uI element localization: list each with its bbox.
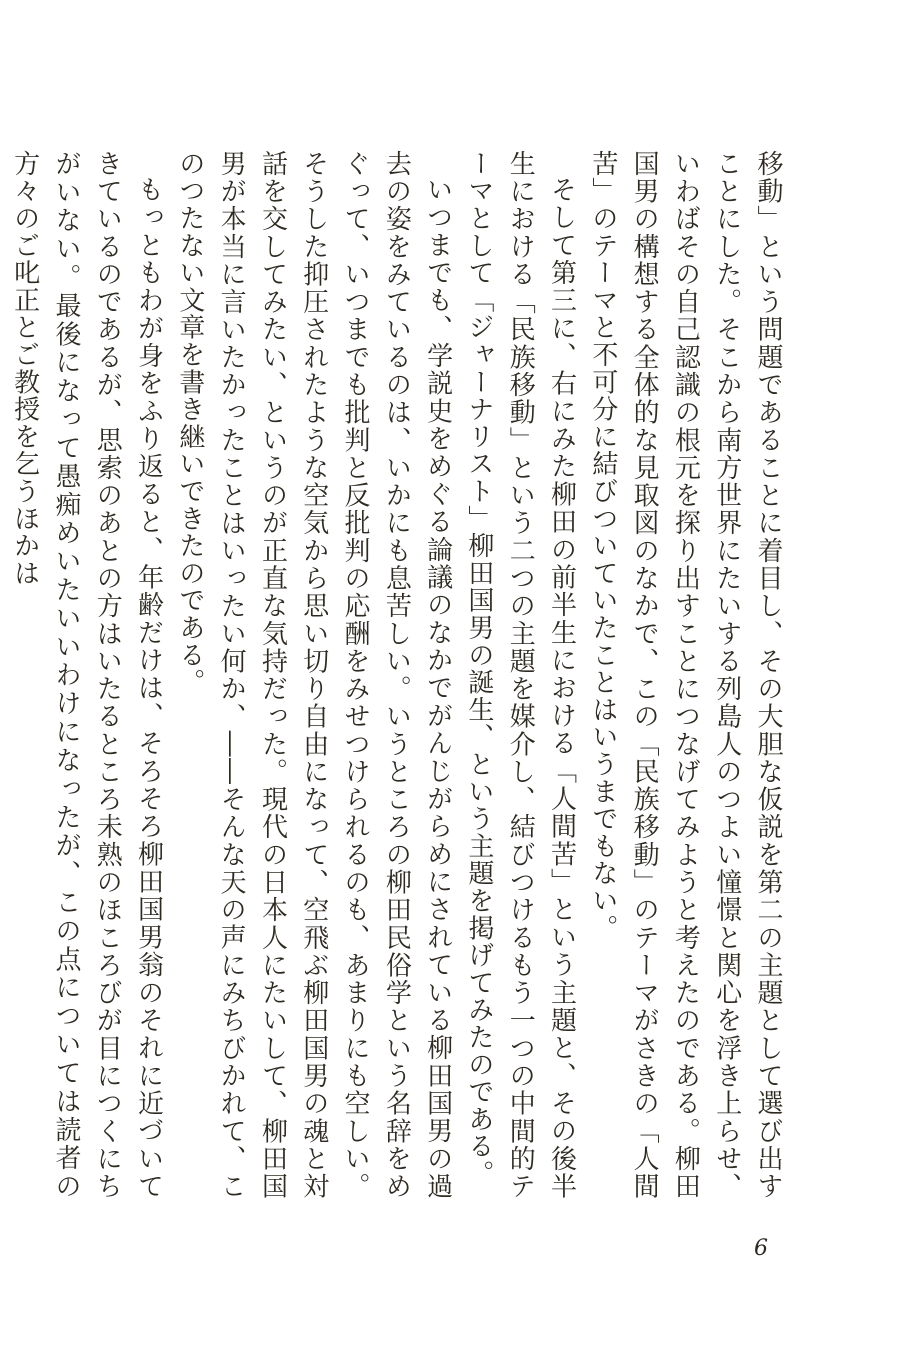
paragraph-3: いつまでも、学説史をめぐる論議のなかでがんじがらめにされている柳田国男の過去の姿をみているのは、いかにも息苦しい。いうところの柳田民俗学という名辞をめぐって、いつまでも批判と反批判の応酬をみせつけられるのも、あまりにも空しい。そうした抑圧されたような空気から思い切り自由になって、空飛ぶ柳田国男の魂と対話を交してみたい、というのが正直な気持だった。現代の日本人にたいして、柳田国男が本当に言いたかったことはいったい何か、――そんな天の声にみちびかれて、このつたない文章を書き継いできたのである。	[174, 150, 453, 1200]
paragraph-4: もっともわが身をふり返ると、年齢だけは、そろそろ柳田国男翁のそれに近づいてきているのであるが、思索のあとの方はいたるところ未熟のほころびが目につくにちがいない。最後になって愚痴めいたいいわけになったが、この点については読者の方々のご叱正とご教授を乞うほかは	[9, 150, 164, 1200]
paragraph-1: 移動」という問題であることに着目し、その大胆な仮説を第二の主題として選び出すことにした。そこから南方世界にたいする列島人のつよい憧憬と関心を浮き上らせ、いわばその自己認識の根元を探り出すことにつなげてみようと考えたのである。柳田国男の構想する全体的な見取図のなかで、この「民族移動」のテーマがさきの「人間苦」のテーマと不可分に結びついていたことはいうまでもない。	[587, 150, 783, 1200]
paragraph-2: そして第三に、右にみた柳田の前半生における「人間苦」という主題と、その後半生における「民族移動」という二つの主題を媒介し、結びつけるもう一つの中間的テーマとして「ジャーナリスト」柳田国男の誕生、という主題を掲げてみたのである。	[463, 150, 577, 1200]
page-number: 6	[754, 1236, 768, 1261]
vertical-text-block	[9, 150, 788, 1200]
